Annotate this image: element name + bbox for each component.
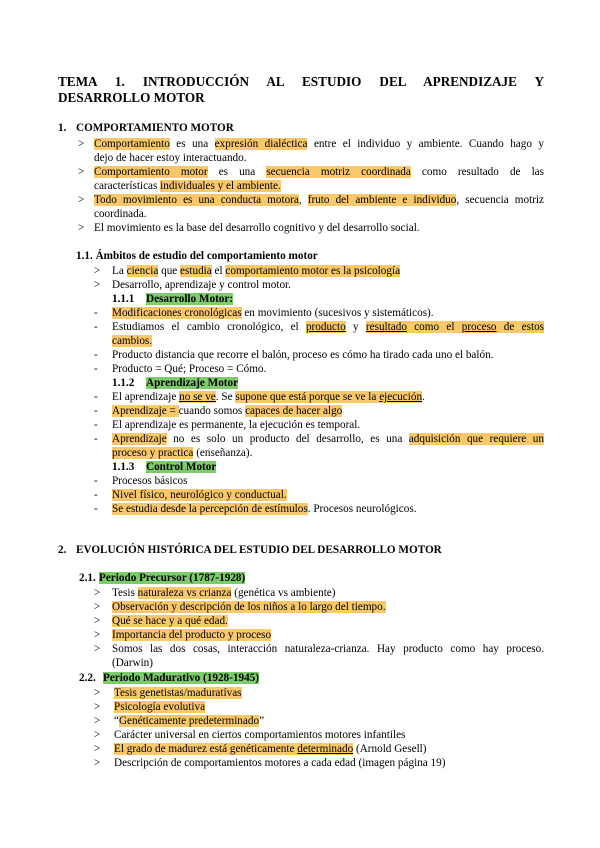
dm-item-2-line-1 [112, 320, 544, 334]
text: La [112, 265, 127, 277]
text: que [158, 265, 181, 277]
pm-item-5 [114, 742, 427, 756]
hl-text: Tesis genetistas/maduratívas [114, 687, 242, 699]
pp-item-5-line-2: (Darwin) [112, 657, 154, 669]
bullet-dash: - [94, 475, 98, 487]
bullet-arrow: > [94, 701, 101, 713]
bullet-dash: - [94, 489, 98, 501]
hl-text: comportamiento motor es la psicología [225, 265, 401, 277]
text: Estudiamos el cambio cronológico, el [112, 321, 306, 333]
hl-text: expresión dialéctica [214, 138, 308, 150]
hl-text: no se ve [179, 391, 216, 403]
bullet-arrow: > [94, 265, 101, 277]
subsection-1-1-heading: 1.1. Ámbitos de estudio del comportamiento motor [76, 250, 318, 262]
bullet-arrow: > [94, 743, 101, 755]
s1-bullet-1-line-1 [94, 137, 544, 151]
text: ” [259, 715, 265, 727]
text: no es solo un producto del desarrollo, es una [166, 433, 409, 445]
pp-item-3 [112, 614, 228, 628]
text: el [211, 265, 226, 277]
period-2-2-number: 2.2. [79, 672, 96, 684]
bullet-dash: - [94, 307, 98, 319]
section-1-heading: COMPORTAMIENTO MOTOR [76, 122, 234, 134]
hl-text: ciencia [126, 265, 159, 277]
am-item-2 [112, 404, 342, 418]
text: cuando somos [178, 405, 246, 417]
sub-1-1-3-title [146, 460, 216, 474]
period-2-2-title [103, 671, 259, 685]
hl-text: Todo movimiento es una conducta motora [94, 194, 299, 206]
period-2-1-number: 2.1. [79, 572, 96, 584]
cm-item-3 [112, 502, 417, 516]
am-item-3: El aprendizaje es permanente, la ejecución es temporal. [112, 419, 361, 431]
bullet-arrow: > [94, 687, 101, 699]
text: , secuencia motriz [456, 194, 545, 206]
pp-item-1 [112, 586, 336, 600]
hl-text: como el [406, 321, 462, 333]
pp-item-4 [112, 628, 271, 642]
text: características [94, 180, 161, 192]
hl-text: Aprendizaje [112, 405, 167, 417]
s1-bullet-2-line-1 [94, 165, 544, 179]
bullet-arrow: > [78, 194, 85, 206]
text: entre el individuo y ambiente. Cuando hago y [307, 138, 544, 150]
text: “ [114, 715, 119, 727]
hl-text: ejecución [379, 391, 423, 403]
hl-text: El grado de madurez está genéticamente [114, 743, 298, 755]
text: como resultado de las [410, 166, 544, 178]
hl-text: proceso [461, 321, 497, 333]
pm-item-4: Carácter universal en ciertos comportamientos motores infantiles [114, 729, 406, 741]
s1-bullet-3-line-2: coordinada. [94, 208, 147, 220]
dm-item-1 [112, 306, 434, 320]
sub-1-1-3-number: 1.1.3 [112, 461, 135, 473]
text: (Arnold Gesell) [353, 743, 427, 755]
hl-text: = [166, 405, 179, 417]
pm-item-6: Descripción de comportamientos motores a cada edad (imagen página 19) [114, 757, 446, 769]
bullet-dash: - [94, 503, 98, 515]
sub-1-1-2-title [146, 376, 238, 390]
section-2-number: 2. [58, 544, 67, 556]
s1-bullet-4: El movimiento es la base del desarrollo cognitivo y del desarrollo social. [94, 222, 420, 234]
bullet-arrow: > [94, 615, 101, 627]
text: Tesis [112, 587, 138, 599]
hl-text: Psicología evolutiva [114, 701, 206, 713]
section-1-number: 1. [58, 122, 67, 134]
text: . Procesos neurológicos. [307, 503, 417, 515]
cm-item-2 [112, 488, 287, 502]
hl-text: resultado [365, 321, 407, 333]
hl-text: individuales y el ambiente. [160, 180, 281, 192]
bullet-arrow: > [94, 643, 101, 655]
period-2-1-title [99, 571, 245, 585]
hl-text: secuencia motriz coordinada [266, 166, 411, 178]
bullet-arrow: > [94, 601, 101, 613]
hl-text: Periodo Madurativo (1928-1945) [103, 672, 259, 684]
bullet-dash: - [94, 433, 98, 445]
text: , [298, 194, 308, 206]
bullet-arrow: > [78, 166, 85, 178]
hl-text: Importancia del producto y proceso [112, 629, 272, 641]
hl-text: Comportamiento motor [94, 166, 208, 178]
text: es una [207, 166, 267, 178]
hl-text: de estos [496, 321, 545, 333]
hl-text: adquisición que requiere un [408, 433, 544, 445]
s1-bullet-1-line-2: dejo de hacer estoy interactuando. [94, 152, 247, 164]
bullet-dash: - [94, 349, 98, 361]
hl-text: capaces de hacer algo [245, 405, 343, 417]
hl-text: Nivel físico, neurológico y conductual. [112, 489, 287, 501]
text: (genética vs ambiente) [231, 587, 336, 599]
bullet-dash: - [94, 321, 98, 333]
pp-item-2 [112, 600, 386, 614]
pm-item-3 [114, 714, 264, 728]
hl-text: Periodo Precursor (1787-1928) [99, 572, 246, 584]
hl-text: fruto del ambiente e individuo [307, 194, 457, 206]
text: . [422, 391, 425, 403]
dm-item-4: Producto = Qué; Proceso = Cómo. [112, 363, 267, 375]
s11-bullet-2: Desarrollo, aprendizaje y control motor. [112, 279, 291, 291]
text: es una [169, 138, 215, 150]
hl-text: Se estudia desde la percepción de estímulos [112, 503, 308, 515]
text: El aprendizaje [112, 391, 180, 403]
hl-text: Control Motor [146, 461, 217, 473]
hl-text: Aprendizaje [112, 433, 167, 445]
page-title-line-1: TEMA 1. INTRODUCCIÓN AL ESTUDIO DEL APRENDIZAJE Y [58, 74, 544, 89]
hl-text: cambios. [112, 335, 153, 347]
section-2-heading: EVOLUCIÓN HISTÓRICA DEL ESTUDIO DEL DESARROLLO MOTOR [76, 544, 442, 556]
hl-text: Qué se hace y a qué edad. [112, 615, 228, 627]
dm-item-3: Producto distancia que recorre el balón, proceso es cómo ha tirado cada uno el balón. [112, 349, 494, 361]
hl-text: supone que está porque se ve la [235, 391, 380, 403]
text: . Se [215, 391, 236, 403]
cm-item-1: Procesos básicos [112, 475, 188, 487]
hl-text: Aprendizaje Motor [146, 377, 239, 389]
pm-item-2 [114, 700, 205, 714]
hl-text: Observación y descripción de los niños a lo largo del tiempo. [112, 601, 386, 613]
bullet-arrow: > [78, 222, 85, 234]
dm-item-2-line-2 [112, 334, 152, 348]
sub-1-1-2-number: 1.1.2 [112, 377, 135, 389]
sub-1-1-1-title [146, 292, 233, 306]
hl-text: estudia [180, 265, 212, 277]
hl-text: Genéticamente predeterminado [118, 715, 260, 727]
s11-bullet-1 [112, 264, 400, 278]
hl-text: naturaleza vs crianza [137, 587, 232, 599]
hl-text: producto [305, 321, 346, 333]
bullet-dash: - [94, 405, 98, 417]
hl-text: Modificaciones cronológicas [112, 307, 242, 319]
sub-1-1-1-number: 1.1.1 [112, 293, 135, 305]
hl-text: proceso y practica [112, 447, 194, 459]
hl-text: determinado [297, 743, 354, 755]
bullet-arrow: > [94, 757, 101, 769]
am-item-1 [112, 390, 425, 404]
bullet-arrow: > [94, 729, 101, 741]
text: en movimiento (sucesivos y sistemáticos). [241, 307, 434, 319]
bullet-arrow: > [78, 138, 85, 150]
pp-item-5-line-1: Somos las dos cosas, interacción naturaleza-crianza. Hay producto como hay proceso. [112, 643, 544, 655]
text: y [345, 321, 366, 333]
bullet-dash: - [94, 419, 98, 431]
bullet-arrow: > [94, 629, 101, 641]
s1-bullet-2-line-2 [94, 179, 281, 193]
bullet-dash: - [94, 363, 98, 375]
bullet-dash: - [94, 391, 98, 403]
bullet-arrow: > [94, 715, 101, 727]
bullet-arrow: > [94, 279, 101, 291]
text: (enseñanza). [193, 447, 253, 459]
page-title-line-2: DESARROLLO MOTOR [58, 90, 205, 105]
am-item-4-line-1 [112, 432, 544, 446]
hl-text: Comportamiento [94, 138, 170, 150]
pm-item-1 [114, 686, 242, 700]
hl-text: Desarrollo Motor: [146, 293, 234, 305]
bullet-arrow: > [94, 587, 101, 599]
s1-bullet-3-line-1 [94, 193, 544, 207]
am-item-4-line-2 [112, 446, 252, 460]
